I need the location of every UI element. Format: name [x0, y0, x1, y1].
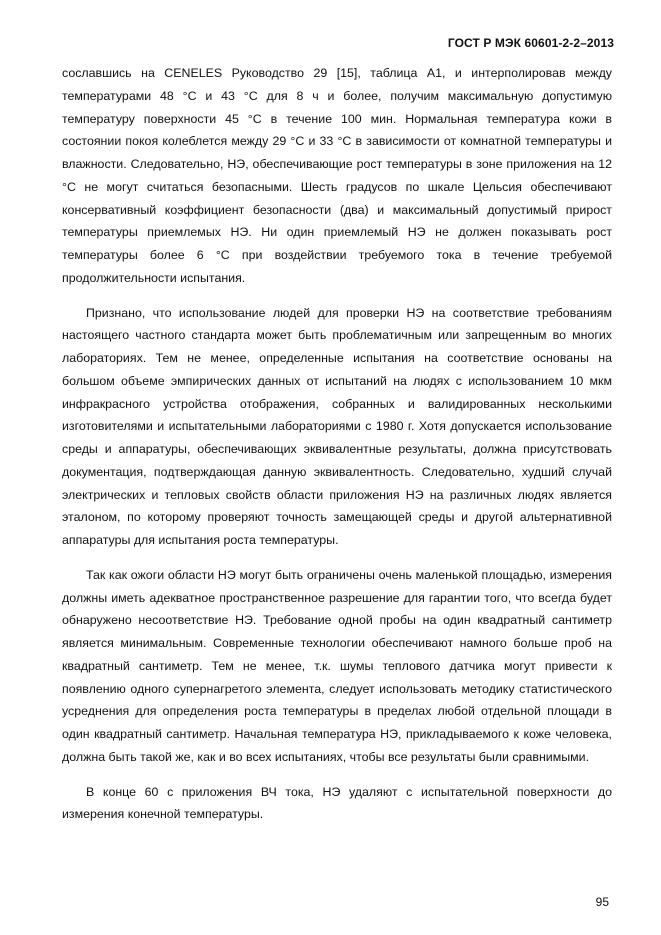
document-body — [62, 62, 612, 826]
paragraph-spatial-resolution: Так как ожоги области НЭ могут быть ограничены очень маленькой площадью, измерения должны иметь адекватное пространственное разрешение для гарантии того, что всегда будет обнаружено несоответствие НЭ. Требование одной пробы на один квадратный сантиметр является минимальным. Современные технологии обеспечивают намного больше проб на квадратный сантиметр. Тем не менее, т.к. шумы теплового датчика могут привести к появлению одного супернагретого элемента, следует использовать методику статистического усреднения для определения роста температуры в пределах любой отдельной площади в один квадратный сантиметр. Начальная температура НЭ, прикладываемого к коже человека, должна быть такой же, как и во всех испытаниях, чтобы все результаты были сравнимыми. — [62, 567, 612, 764]
paragraph-final-measurement: В конце 60 с приложения ВЧ тока, НЭ удаляют с испытательной поверхности до измерения конечной температуры. — [62, 784, 612, 822]
paragraph-human-testing: Признано, что использование людей для проверки НЭ на соответствие требованиям настоящего частного стандарта может быть проблематичным или запрещенным во многих лабораториях. Тем не менее, определенные испытания на соответствие основаны на большом объеме эмпирических данных от испытаний на людях с использованием 10 мкм инфракрасного устройства отображения, собранных и валидированных несколькими изготовителями и испытательными лабораториями с 1980 г. Хотя допускается использование среды и аппаратуры, обеспечивающих эквивалентные результаты, должна присутствовать документация, подтверждающая данную эквивалентность. Следовательно, худший случай электрических и тепловых свойств области приложения НЭ на различных людях является эталоном, по которому проверяют точность замещающей среды и другой альтернативной аппаратуры для испытания роста температуры. — [62, 305, 612, 547]
paragraph-continuation: сославшись на CENELES Руководство 29 [15], таблица А1, и интерполировав между температурами 48 °С и 43 °С для 8 ч и более, получим максимальную допустимую температуру поверхности 45 °С в течение 100 мин. Нормальная температура кожи в состоянии покоя колеблется между 29 °С и 33 °С в зависимости от комнатной температуры и влажности. Следовательно, НЭ, обеспечивающие рост температуры в зоне приложения на 12 °С не могут считаться безопасными. Шесть градусов по шкале Цельсия обеспечивают консервативный коэффициент безопасности (два) и максимальный допустимый прирост температуры приемлемых НЭ. Ни один приемлемый НЭ не должен показывать рост температуры более 6 °С при воздействии требуемого тока в течение требуемой продолжительности испытания. — [62, 66, 612, 285]
page-number: 95 — [595, 895, 609, 909]
document-header: ГОСТ Р МЭК 60601-2-2–2013 — [447, 36, 614, 50]
